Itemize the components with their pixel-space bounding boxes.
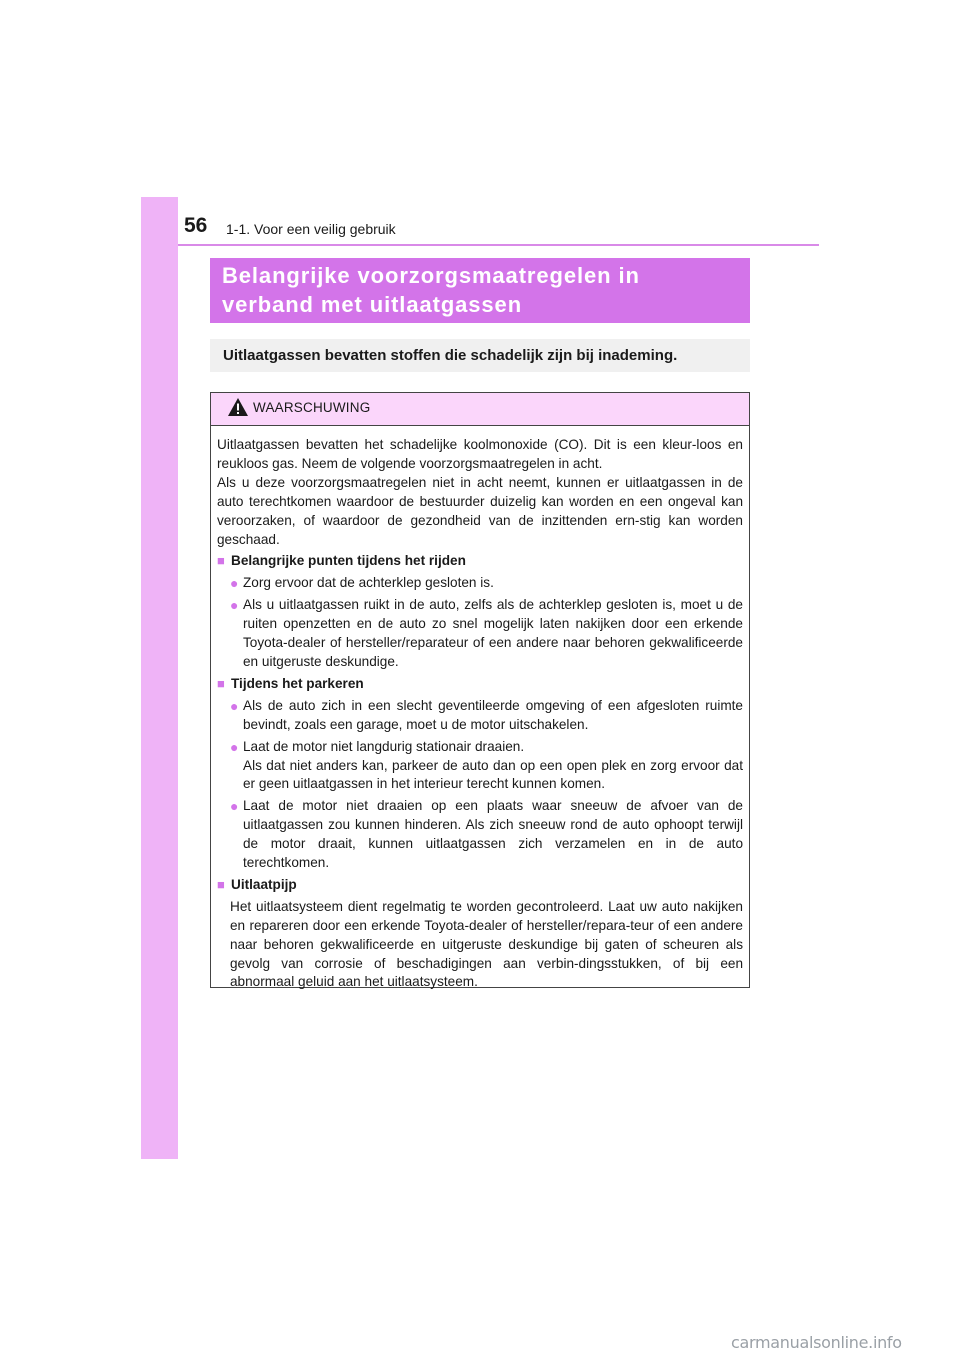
warning-paragraph: Als u deze voorzorgsmaatregelen niet in acht neemt, kunnen er uitlaatgassen in de auto terechtkomen waardoor de bestuurder duizelig kan worden en een ongeval kan veroorzaken, of waardoor de gezondheid van de inzittenden ern-stig kan worden geschaad. bbox=[217, 474, 743, 547]
warning-box bbox=[210, 392, 750, 988]
watermark-text: carmanualsonline.info bbox=[731, 1333, 902, 1352]
list-item bbox=[217, 574, 743, 593]
section-heading-text: Belangrijke punten tijdens het rijden bbox=[231, 553, 466, 569]
list-item-text: Laat de motor niet draaien op een plaats waar sneeuw de afvoer van de uitlaatgassen zou kunnen hinderen. Als zich sneeuw rond de auto ophoopt terwijl de motor draait, kunnen uitlaatgassen zich verzamelen en in de auto terechtkomen. bbox=[243, 798, 743, 871]
list-item-text: Zorg ervoor dat de achterklep gesloten is. bbox=[243, 575, 494, 591]
intro-box bbox=[210, 339, 750, 372]
list-item bbox=[217, 596, 743, 672]
list-item-text: Als u uitlaatgassen ruikt in de auto, zelfs als de achterklep gesloten is, moet u de ruiten openzetten en de auto zo snel mogelijk laten nakijken door een erkende Toyota-dealer of hersteller/reparateur of een andere naar behoren gekwalificeerde en uitgeruste deskundige. bbox=[243, 597, 743, 669]
page-title: Belangrijke voorzorgsmaatregelen in verband met uitlaatgassen bbox=[222, 263, 640, 317]
section-label: 1-1. Voor een veilig gebruik bbox=[226, 221, 396, 237]
section-paragraph: Het uitlaatsysteem dient regelmatig te worden gecontroleerd. Laat uw auto nakijken en repareren door een erkende Toyota-dealer of hersteller/repara-teur of een andere naar behoren gekwalificeerde en uitgeruste deskundige bij gaten of scheuren als gevolg van corrosie of beschadigingen aan verbin-dingsstukken, of bij een abnormaal geluid aan het uitlaatsysteem. bbox=[230, 898, 743, 990]
warning-paragraph: Uitlaatgassen bevatten het schadelijke koolmonoxide (CO). Dit is een kleur-loos en reukloos gas. Neem de volgende voorzorgsmaatregelen in acht. bbox=[217, 437, 743, 471]
square-bullet-icon: ■ bbox=[217, 876, 225, 892]
section-heading-text: Tijdens het parkeren bbox=[231, 675, 364, 691]
square-bullet-icon: ■ bbox=[217, 553, 225, 569]
section-heading-text: Uitlaatpijp bbox=[231, 876, 297, 892]
warning-header bbox=[211, 393, 749, 426]
dot-bullet-icon: ● bbox=[230, 738, 239, 755]
list-item bbox=[217, 697, 743, 735]
header-rule bbox=[178, 244, 819, 246]
warning-body bbox=[211, 426, 749, 992]
list-item-text: Laat de motor niet langdurig stationair draaien. Als dat niet anders kan, parkeer de auto dan op een open plek en zorg ervoor dat er geen uitlaatgassen in het interieur terecht kunnen komen. bbox=[243, 738, 743, 792]
chapter-side-strip bbox=[141, 197, 178, 1159]
list-item bbox=[217, 797, 743, 873]
section-heading bbox=[217, 552, 743, 571]
dot-bullet-icon: ● bbox=[230, 597, 239, 614]
square-bullet-icon: ■ bbox=[217, 675, 225, 691]
list-item bbox=[217, 738, 743, 795]
dot-bullet-icon: ● bbox=[230, 798, 239, 815]
dot-bullet-icon: ● bbox=[230, 697, 239, 714]
page-number: 56 bbox=[184, 214, 208, 237]
list-item-text: Als de auto zich in een slecht geventileerde omgeving of een afgesloten ruimte bevindt, zoals een garage, moet u de motor uitschakelen. bbox=[243, 697, 743, 732]
intro-text: Uitlaatgassen bevatten stoffen die schadelijk zijn bij inademing. bbox=[223, 346, 678, 364]
warning-label: WAARSCHUWING bbox=[253, 400, 371, 415]
section-heading bbox=[217, 675, 743, 694]
title-box bbox=[210, 258, 750, 323]
dot-bullet-icon: ● bbox=[230, 575, 239, 592]
section-heading bbox=[217, 876, 743, 895]
warning-triangle-icon bbox=[227, 397, 249, 417]
